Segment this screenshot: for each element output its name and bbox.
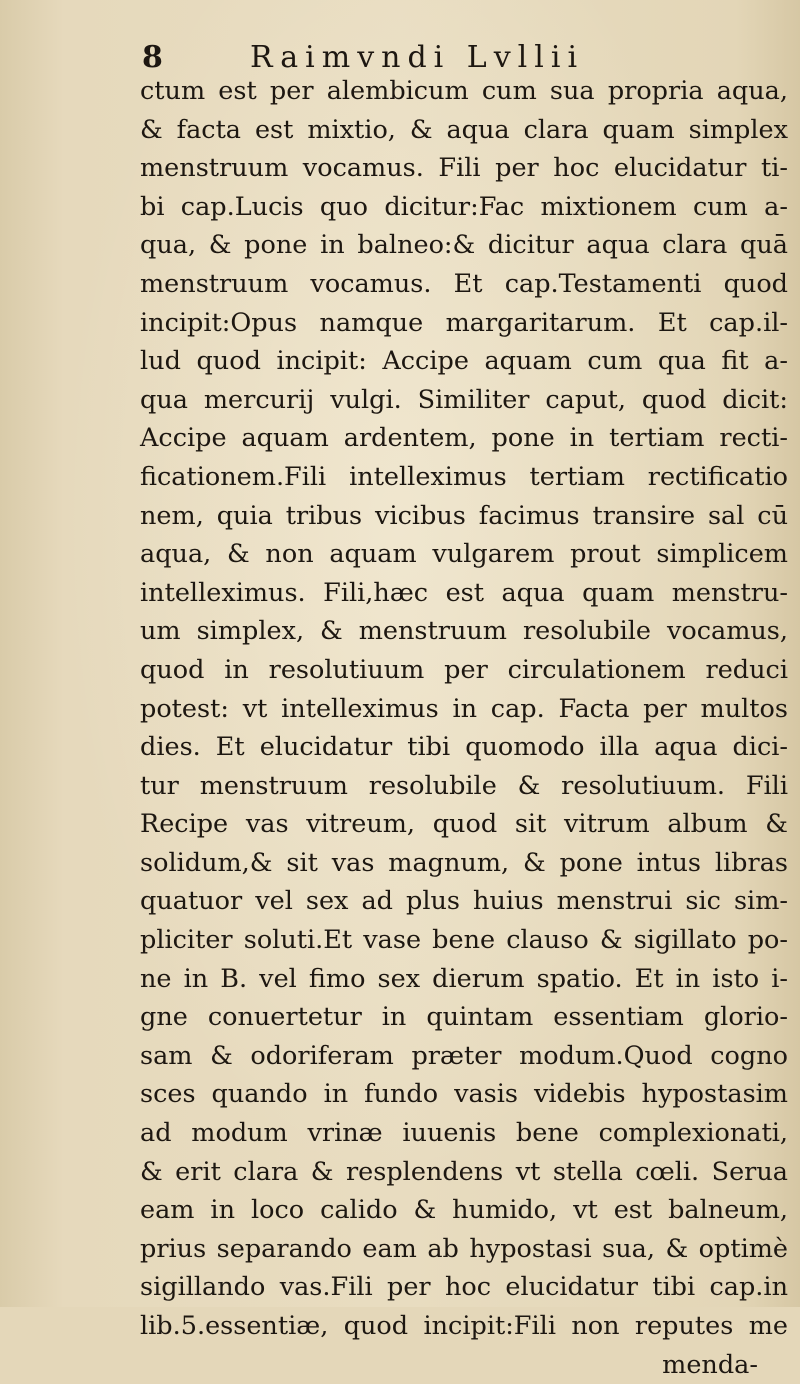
running-head: Raimvndi Lvllii <box>250 40 585 75</box>
text-line: aqua, & non aquam vulgarem prout simplicem <box>140 539 788 570</box>
text-line: quatuor vel sex ad plus huius menstrui sic sim- <box>140 886 788 917</box>
text-line: lud quod incipit: Accipe aquam cum qua fit a- <box>140 346 788 377</box>
text-line: pliciter soluti.Et vase bene clauso & sigillato po- <box>140 925 788 956</box>
text-line: incipit:Opus namque margaritarum. Et cap.il- <box>140 307 788 338</box>
text-line: solidum,& sit vas magnum, & pone intus libras <box>140 847 788 878</box>
text-line: prius separando eam ab hypostasi sua, & optimè <box>140 1233 788 1264</box>
catchword: menda- <box>662 1349 758 1380</box>
text-line: ctum est per alembicum cum sua propria aqua, <box>140 76 788 106</box>
text-line: ficationem.Fili intelleximus tertiam rectificatio <box>140 461 788 492</box>
text-line: lib.5.essentiæ, quod incipit:Fili non reputes me <box>140 1311 788 1341</box>
text-line: menstruum vocamus. Fili per hoc elucidatur ti- <box>140 153 788 184</box>
body-text <box>140 72 788 1384</box>
text-line: & erit clara & resplendens vt stella cœli. Serua <box>140 1156 788 1187</box>
text-line: ad modum vrinæ iuuenis bene complexionati, <box>140 1118 788 1149</box>
text-line: sam & odoriferam præter modum.Quod cogno <box>140 1040 788 1071</box>
text-line: Accipe aquam ardentem, pone in tertiam recti- <box>140 423 788 454</box>
text-line: dies. Et elucidatur tibi quomodo illa aqua dici- <box>140 732 788 763</box>
text-line: qua mercurij vulgi. Similiter caput, quod dicit: <box>140 384 788 415</box>
text-line: bi cap.Lucis quo dicitur:Fac mixtionem cum a- <box>140 191 788 222</box>
text-line: quod in resolutiuum per circulationem reduci <box>140 654 788 685</box>
text-line: qua, & pone in balneo:& dicitur aqua clara quā <box>140 230 788 261</box>
text-line: Recipe vas vitreum, quod sit vitrum album & <box>140 809 788 840</box>
text-line: eam in loco calido & humido, vt est balneum, <box>140 1195 788 1226</box>
text-line: um simplex, & menstruum resolubile vocamus, <box>140 616 788 647</box>
text-line: sigillando vas.Fili per hoc elucidatur tibi cap.in <box>140 1272 788 1303</box>
text-line: sces quando in fundo vasis videbis hypostasim <box>140 1079 788 1110</box>
text-line: & facta est mixtio, & aqua clara quam simplex <box>140 114 788 145</box>
text-line: nem, quia tribus vicibus facimus transire sal cū <box>140 500 788 531</box>
text-line: potest: vt intelleximus in cap. Facta per multos <box>140 693 788 724</box>
text-line: ne in B. vel fimo sex dierum spatio. Et in isto i- <box>140 963 788 994</box>
page-number: 8 <box>142 40 164 75</box>
text-line: menstruum vocamus. Et cap.Testamenti quod <box>140 268 788 299</box>
text-line: intelleximus. Fili,hæc est aqua quam menstru- <box>140 577 788 608</box>
text-line: gne conuertetur in quintam essentiam glorio- <box>140 1002 788 1033</box>
text-line: tur menstruum resolubile & resolutiuum. Fili <box>140 770 788 801</box>
